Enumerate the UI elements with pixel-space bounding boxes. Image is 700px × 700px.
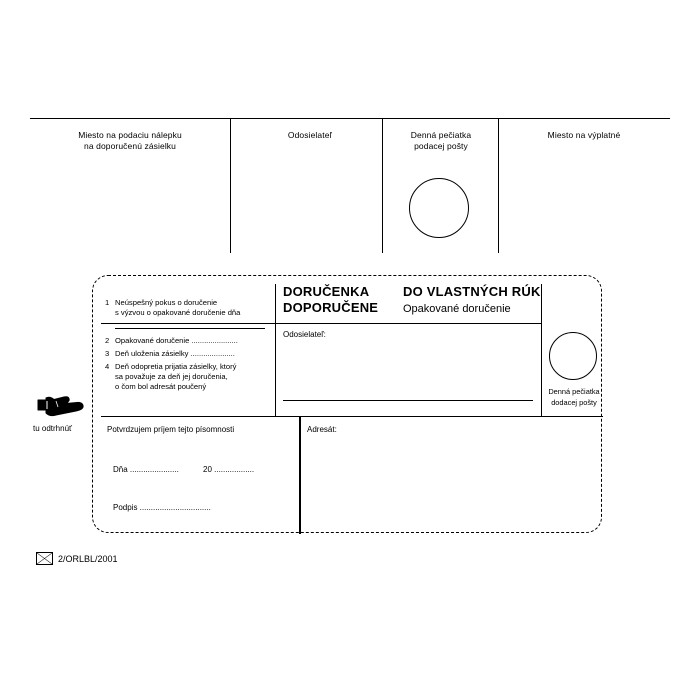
num: 3	[105, 349, 110, 358]
envelope-icon	[36, 552, 53, 565]
addressee-label: Adresát:	[307, 425, 337, 434]
instruction-2-number	[105, 336, 109, 346]
label-postage-area	[504, 130, 664, 141]
daily-stamp-circle-card	[549, 332, 597, 380]
top-divider-2	[382, 118, 383, 253]
title-dorucenka: DORUČENKA	[283, 284, 370, 299]
instruction-4-line2: sa považuje za deň jej doručenia,	[115, 372, 228, 381]
title-doporucene: DOPORUČENE	[283, 300, 379, 315]
top-divider-3	[498, 118, 499, 253]
label-line-1: Odosielateľ	[287, 130, 333, 140]
date-label: Dňa ......................	[113, 465, 179, 474]
num: 4	[105, 362, 110, 371]
card-title-underline	[101, 323, 541, 324]
signature-label: Podpis ................................	[113, 503, 211, 512]
instruction-3-line1: Deň uloženia zásielky .....................	[115, 349, 235, 358]
sender-write-line	[283, 400, 533, 401]
card-vertical-divider-top	[275, 284, 276, 416]
title-opakovane-dorucenie: Opakované doručenie	[403, 303, 511, 315]
label-line-1: Miesto na výplatné	[547, 130, 621, 140]
instruction-1-number	[105, 298, 109, 308]
label-sender-area	[245, 130, 375, 141]
label-line-1: Miesto na podaciu nálepku	[78, 130, 182, 140]
top-panel	[30, 118, 670, 268]
card-mid-divider	[101, 416, 603, 417]
daily-stamp-circle-top	[409, 178, 469, 238]
instruction-2-line1: Opakované doručenie ......................	[115, 336, 238, 345]
instruction-1-line2: s výzvou o opakované doručenie dňa	[115, 308, 241, 317]
label-registered-sticker-area	[40, 130, 220, 152]
num: 1	[105, 298, 110, 307]
card-inner	[93, 276, 603, 534]
label-line-1: Denná pečiatka	[410, 130, 472, 140]
label-line-2: podacej pošty	[414, 141, 468, 151]
pointing-hand-icon	[36, 392, 86, 418]
num: 2	[105, 336, 110, 345]
date-year-field: 20 ..................	[203, 465, 255, 474]
instruction-4-number	[105, 362, 109, 372]
detachable-receipt-card	[92, 275, 602, 533]
card-vertical-divider-bottom	[299, 416, 301, 534]
label-daily-stamp-post-office	[386, 130, 496, 152]
tear-off-label: tu odtrhnúť	[33, 424, 73, 433]
instruction-4-line3: o čom bol adresát poučený	[115, 382, 207, 391]
stamp-label-line-1: Denná pečiatka	[548, 387, 600, 396]
top-panel-top-border	[30, 118, 670, 119]
top-divider-1	[230, 118, 231, 253]
label-line-2: na doporučenú zásielku	[84, 141, 176, 151]
stamp-label-line-2: dodacej pošty	[551, 398, 597, 407]
instruction-1-line1: Neúspešný pokus o doručenie	[115, 298, 218, 307]
instruction-4-line1: Deň odopretia prijatia zásielky, ktorý	[115, 362, 237, 371]
card-vertical-divider-stamp	[541, 284, 542, 416]
footer	[36, 552, 118, 565]
confirmation-text: Potvrdzujem príjem tejto písomnosti	[107, 425, 235, 434]
sender-label: Odosielateľ:	[283, 330, 326, 339]
daily-stamp-label-card	[545, 386, 603, 408]
instruction-3-number	[105, 349, 109, 359]
title-do-vlastnych-ruk: DO VLASTNÝCH RÚK	[403, 284, 541, 299]
instruction-1-write-line	[115, 328, 265, 329]
form-code: 2/ORLBL/2001	[58, 553, 118, 564]
